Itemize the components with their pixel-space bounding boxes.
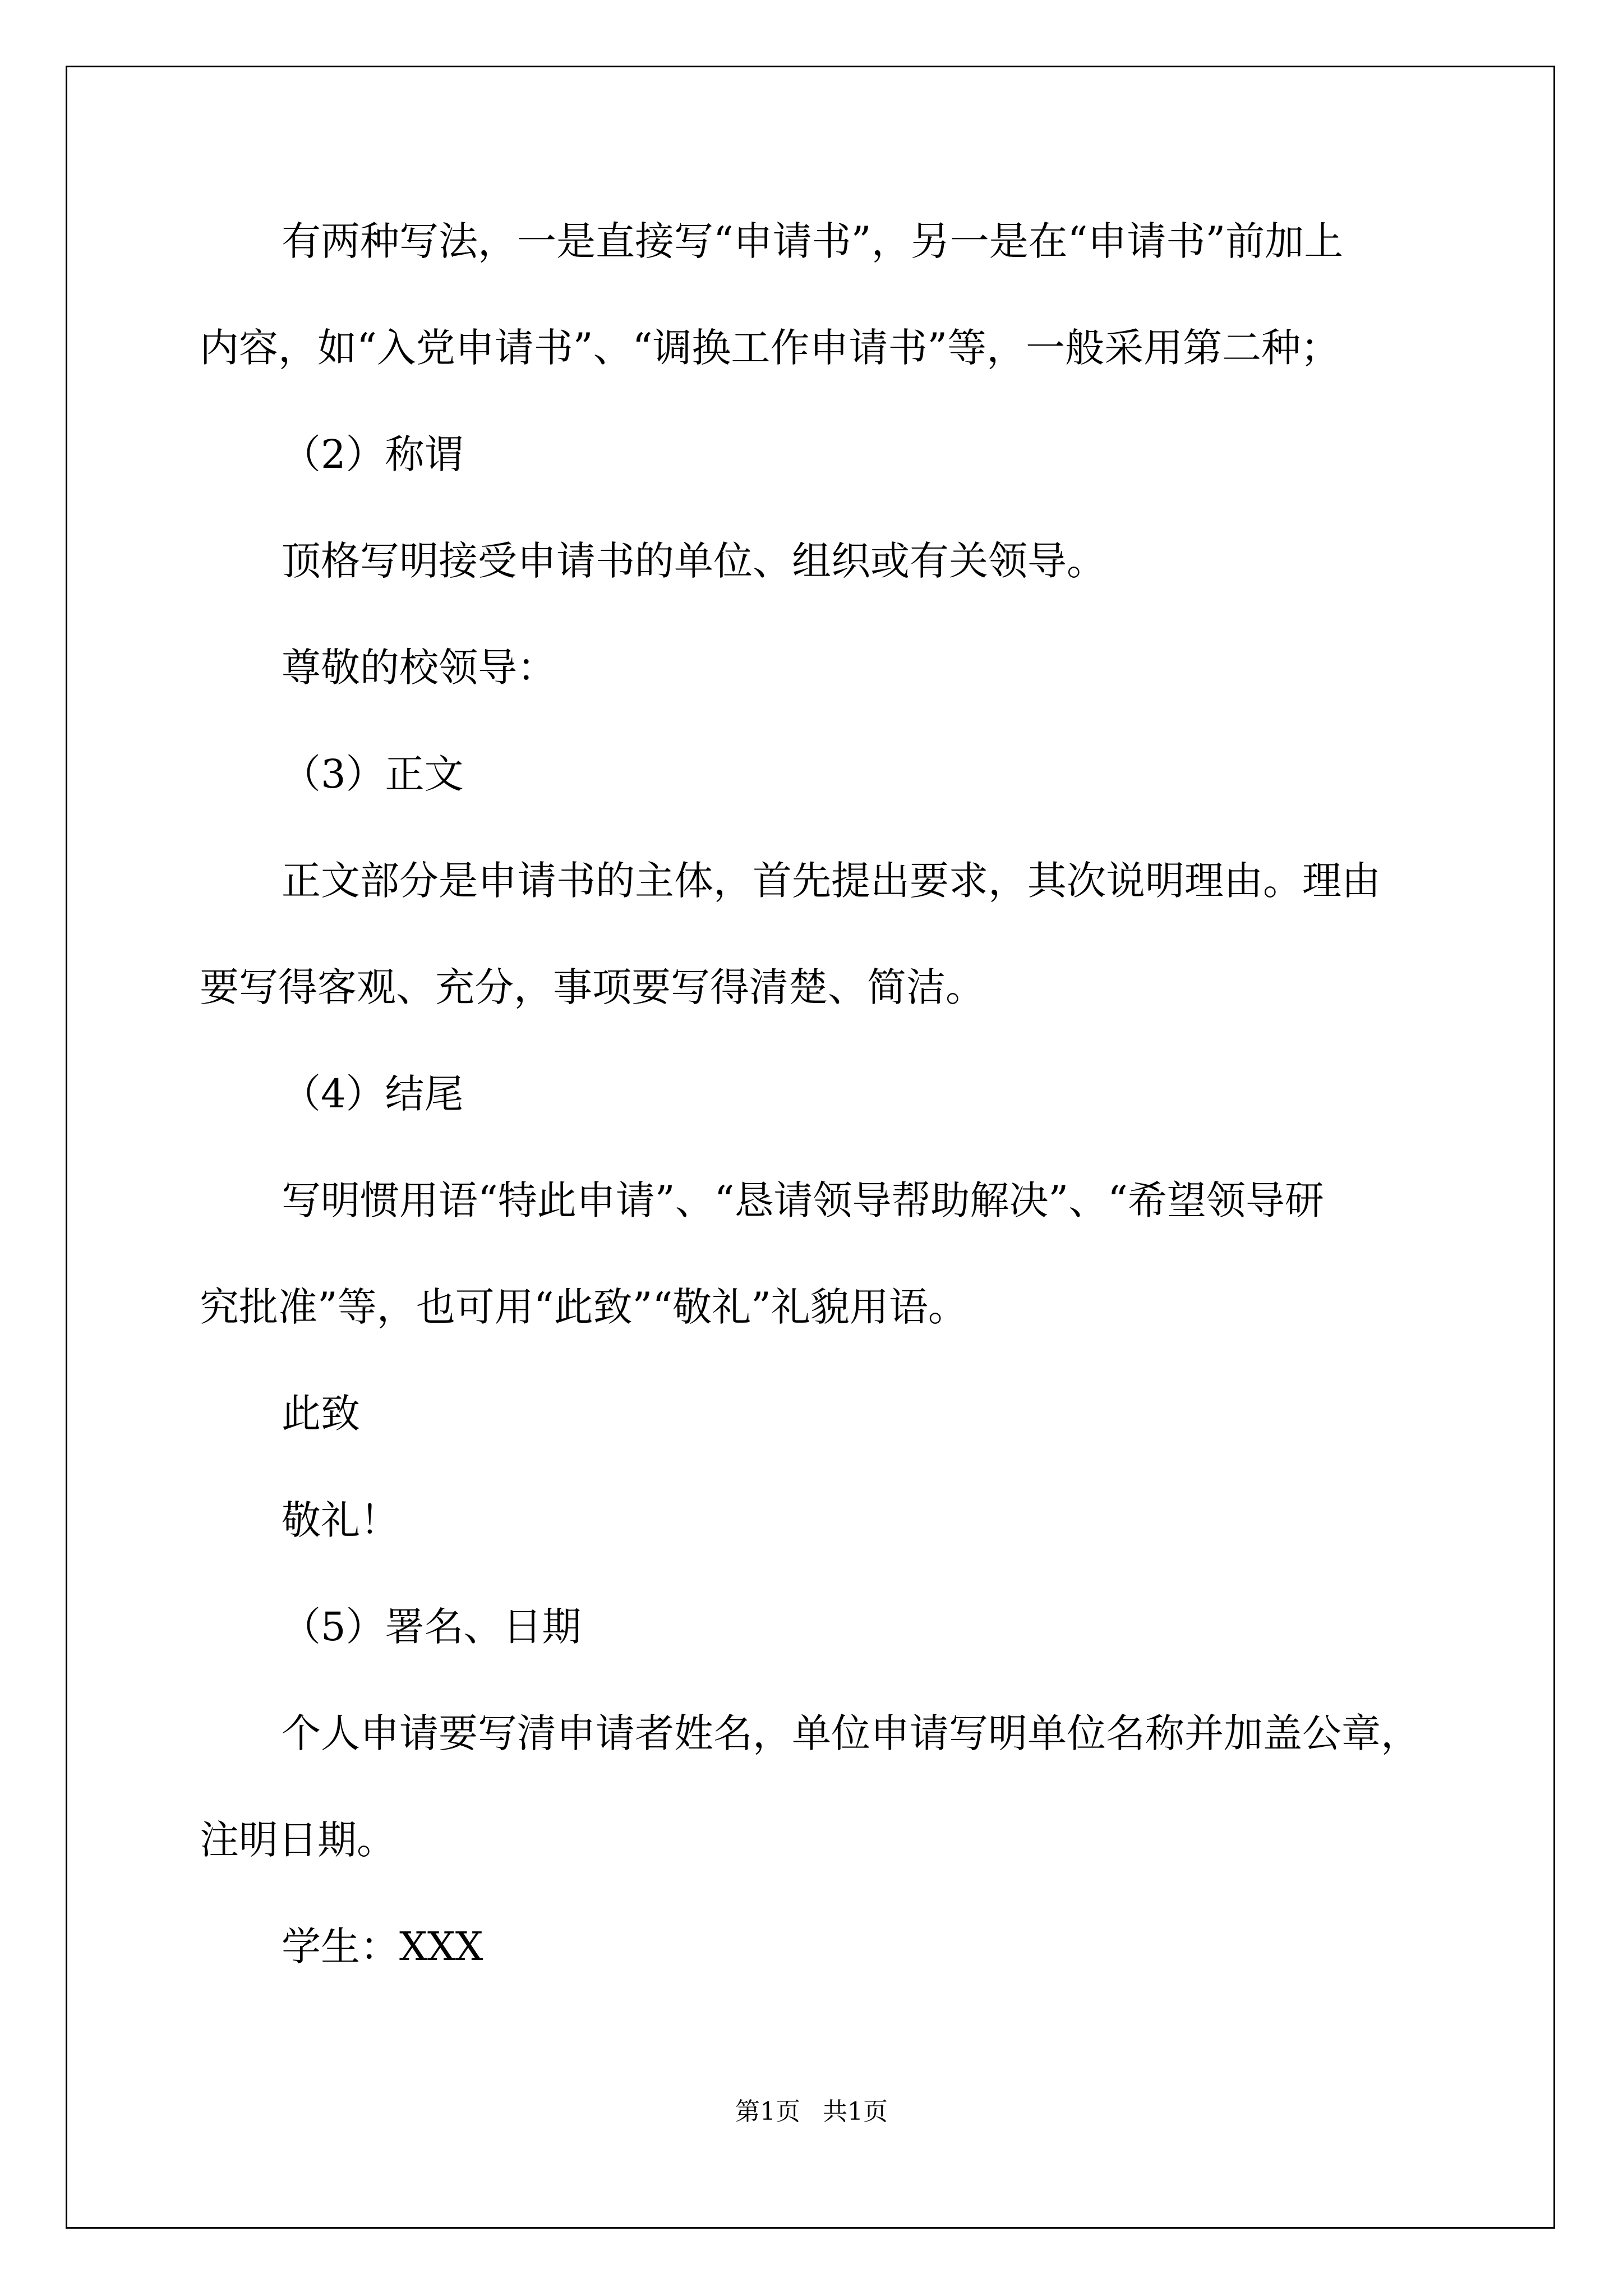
paragraph-line: 要写得客观、充分，事项要写得清楚、简洁。: [200, 964, 985, 1010]
closing-salute: 敬礼！: [282, 1497, 399, 1543]
page-total: 共1页: [823, 2097, 888, 2126]
section-heading-salutation: （2）称谓: [282, 431, 464, 477]
section-heading-signature: （5）署名、日期: [282, 1604, 582, 1650]
signature-line: 学生：XXX: [282, 1924, 483, 1970]
page-border: [66, 66, 1555, 2229]
paragraph-line: 究批准”等，也可用“此致”“敬礼”礼貌用语。: [200, 1284, 967, 1330]
paragraph-line: 有两种写法，一是直接写“申请书”，另一是在“申请书”前加上: [282, 218, 1344, 264]
page-footer: [0, 2095, 1623, 2129]
paragraph-line: 正文部分是申请书的主体，首先提出要求，其次说明理由。理由: [282, 858, 1381, 904]
paragraph-line: 个人申请要写清申请者姓名，单位申请写明单位名称并加盖公章，: [282, 1710, 1420, 1756]
paragraph-line: 顶格写明接受申请书的单位、组织或有关领导。: [282, 538, 1106, 584]
page-current: 第1页: [735, 2097, 800, 2126]
paragraph-line: 注明日期。: [200, 1817, 396, 1863]
paragraph-line: 内容，如“入党申请书”、“调换工作申请书”等，一般采用第二种；: [200, 325, 1340, 371]
paragraph-line: 写明惯用语“特此申请”、“恳请领导帮助解决”、“希望领导研: [282, 1177, 1324, 1223]
section-heading-body: （3）正文: [282, 751, 464, 797]
closing-phrase: 此致: [282, 1391, 360, 1437]
section-heading-closing: （4）结尾: [282, 1071, 464, 1117]
salutation-example: 尊敬的校领导：: [282, 645, 556, 691]
